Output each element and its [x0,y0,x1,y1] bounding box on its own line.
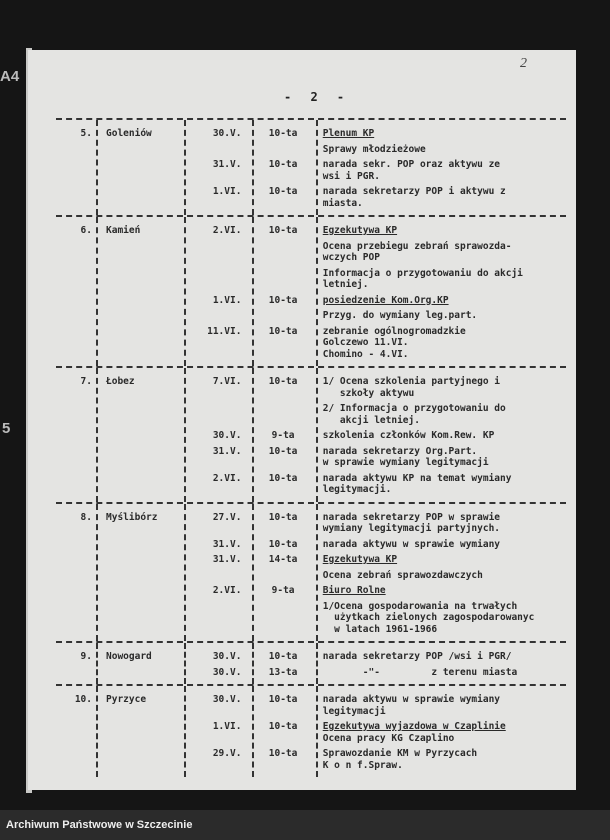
row-number: 5. [80,128,92,139]
content-line: narada aktywu w sprawie wymiany [322,694,501,705]
content-line: Sprawozdanie KM w Pyrzycach [322,748,478,759]
entry-content [315,446,566,469]
entry-date: 30.V. [212,128,242,139]
entry-time: 10-ta [268,721,298,732]
content-line: 2/ Informacja o przygotowaniu do [322,403,506,414]
column-divider [184,643,186,684]
schedule-entry [56,186,566,209]
entry-time: 10-ta [268,651,298,662]
column-divider [184,686,186,777]
column-divider [316,686,318,777]
schedule-entry [56,667,566,679]
entry-content [315,225,566,291]
entry-time: 10-ta [268,511,298,523]
column-divider [316,504,318,642]
table-row-group [56,684,566,777]
entry-date: 29.V. [212,748,242,759]
content-line: Egzekutywa KP [322,554,398,565]
entry-content [315,748,566,771]
table-row-group [56,118,566,215]
entry-time: 9-ta [271,585,295,596]
entry-content [315,295,566,322]
entry-time: 10-ta [268,159,298,170]
column-divider [184,504,186,642]
schedule-entry [56,430,566,442]
entry-time: 10-ta [268,225,298,236]
column-divider [316,120,318,215]
column-divider [252,686,254,777]
entry-time: 14-ta [268,554,298,565]
margin-mark-5: 5 [2,420,11,437]
column-divider [184,368,186,502]
entry-time: 9-ta [271,430,295,441]
row-number: 7. [80,376,92,387]
entry-date: 2.VI. [212,585,242,596]
schedule-entry [56,295,566,322]
entry-date: 30.V. [212,430,242,441]
entry-content [315,694,566,717]
entry-date: 2.VI. [212,472,242,484]
content-line: narada aktywu KP na temat wymiany [322,472,512,484]
column-divider [252,643,254,684]
schedule-entry [56,326,566,361]
entry-content [315,128,566,155]
entry-date: 1.VI. [212,294,242,306]
entry-time: 13-ta [268,666,298,678]
column-divider [316,217,318,366]
content-line: narada sekretarzy POP /wsi i PGR/ [322,651,512,662]
district-name: Pyrzyce [106,694,147,705]
content-line: użytkach zielonych zagospodarowanyc [322,612,535,623]
entries [56,217,566,366]
column-divider [316,368,318,502]
content-line: legitymacji. [322,484,392,495]
entry-date: 1.VI. [212,721,242,732]
column-divider [252,504,254,642]
column-divider [252,368,254,502]
entries [56,643,566,684]
entry-content [315,159,566,182]
page-number: - 2 - [284,90,351,104]
entry-content [315,473,566,496]
handwritten-page-number: 2 [520,56,527,71]
schedule-entry [56,473,566,496]
column-divider [96,217,98,366]
entry-time: 10-ta [268,472,298,484]
entry-time: 10-ta [268,538,298,550]
content-line: narada sekr. POP oraz aktywu ze [322,159,501,170]
entry-date: 31.V. [212,538,242,550]
column-divider [252,217,254,366]
entry-time: 10-ta [268,694,298,705]
schedule-entry [56,585,566,635]
entry-content [315,651,566,663]
schedule-table [56,118,566,777]
entry-content [315,667,566,679]
content-line: wsi i PGR. [322,170,380,182]
entry-date: 1.VI. [212,186,242,197]
content-line: Golczewo 11.VI. [322,337,409,348]
entry-time: 10-ta [268,376,298,387]
content-line: posiedzenie Kom.Org.KP [322,294,449,306]
entry-date: 30.V. [212,666,242,678]
content-line: zebranie ogólnogromadzkie [322,325,466,337]
content-line: Ocena zebrań sprawozdawczych [322,569,483,581]
content-line: narada aktywu w sprawie wymiany [322,538,501,550]
entry-content [315,186,566,209]
district-name: Kamień [106,225,141,236]
column-divider [96,368,98,502]
entries [56,504,566,642]
entry-date: 31.V. [212,159,242,170]
footer-bar [0,810,610,840]
content-line: wymiany legitymacji partyjnych. [322,523,501,534]
entry-time: 10-ta [268,128,298,139]
schedule-entry [56,446,566,469]
archive-credit: Archiwum Państwowe w Szczecinie [6,819,193,831]
content-line: w latach 1961-1966 [322,623,438,635]
entry-time: 10-ta [268,748,298,759]
entry-content [315,430,566,442]
content-line: Chomino - 4.VI. [322,348,409,360]
entry-content [315,539,566,551]
content-line: Sprawy młodzieżowe [322,143,426,155]
row-number: 9. [80,651,92,662]
column-divider [96,120,98,215]
district-name: Nowogard [106,651,152,662]
table-row-group [56,215,566,366]
content-line: Egzekutywa KP [322,225,398,236]
entry-time: 10-ta [268,294,298,306]
entry-time: 10-ta [268,445,298,457]
entry-date: 7.VI. [212,376,242,387]
table-row-group [56,502,566,642]
entry-content [315,585,566,635]
content-line: 1/ Ocena szkolenia partyjnego i [322,376,501,387]
content-line: szkoły aktywu [322,387,415,399]
content-line: legitymacji [322,705,386,717]
entry-date: 27.V. [212,511,242,523]
content-line: wczych POP [322,252,380,263]
content-line: miasta. [322,197,363,209]
table-row-group [56,366,566,502]
entry-content [315,721,566,744]
entry-date: 11.VI. [207,325,242,337]
content-line: Przyg. do wymiany leg.part. [322,310,478,321]
district-name: Łobez [106,376,135,387]
entry-time: 10-ta [268,325,298,337]
row-number: 8. [80,511,92,523]
entry-time: 10-ta [268,186,298,197]
column-divider [184,120,186,215]
content-line: narada sekretarzy Org.Part. [322,445,478,457]
column-divider [96,686,98,777]
content-line: -"- z terenu miasta [322,666,518,678]
content-line: Ocena pracy KG Czaplino [322,732,455,744]
content-line: K o n f.Spraw. [322,759,403,771]
row-number: 6. [80,225,92,236]
entry-content [315,512,566,535]
entries [56,368,566,502]
district-name: Goleniów [106,128,152,139]
content-line: 1/Ocena gospodarowania na trwałych [322,600,518,612]
entry-content [315,376,566,426]
content-line: akcji letniej. [322,414,420,426]
column-divider [96,643,98,684]
content-line: szkolenia członków Kom.Rew. KP [322,430,495,441]
table-row-group [56,641,566,684]
content-line: w sprawie wymiany legitymacji [322,457,489,468]
content-line: Biuro Rolne [322,585,386,596]
entry-date: 30.V. [212,694,242,705]
entry-date: 30.V. [212,651,242,662]
column-divider [252,120,254,215]
schedule-entry [56,748,566,771]
content-line: Plenum KP [322,128,375,139]
margin-mark-a4: A4 [0,68,20,85]
entry-content [315,554,566,581]
schedule-entry [56,539,566,551]
content-line: narada sekretarzy POP w sprawie [322,511,501,523]
row-number: 10. [74,694,92,705]
entry-content [315,326,566,361]
schedule-entry [56,554,566,581]
column-divider [316,643,318,684]
entry-date: 31.V. [212,445,242,457]
content-line: narada sekretarzy POP i aktywu z [322,186,506,197]
entry-date: 2.VI. [212,225,242,236]
entry-date: 31.V. [212,554,242,565]
content-line: Informacja o przygotowaniu do akcji [322,267,523,279]
schedule-entry [56,721,566,744]
content-line: Egzekutywa wyjazdowa w Czaplinie [322,721,506,732]
content-line: Ocena przebiegu zebrań sprawozda- [322,240,512,252]
district-name: Myślibórz [106,511,158,523]
content-line: letniej. [322,279,369,290]
column-divider [184,217,186,366]
column-divider [96,504,98,642]
schedule-entry [56,159,566,182]
